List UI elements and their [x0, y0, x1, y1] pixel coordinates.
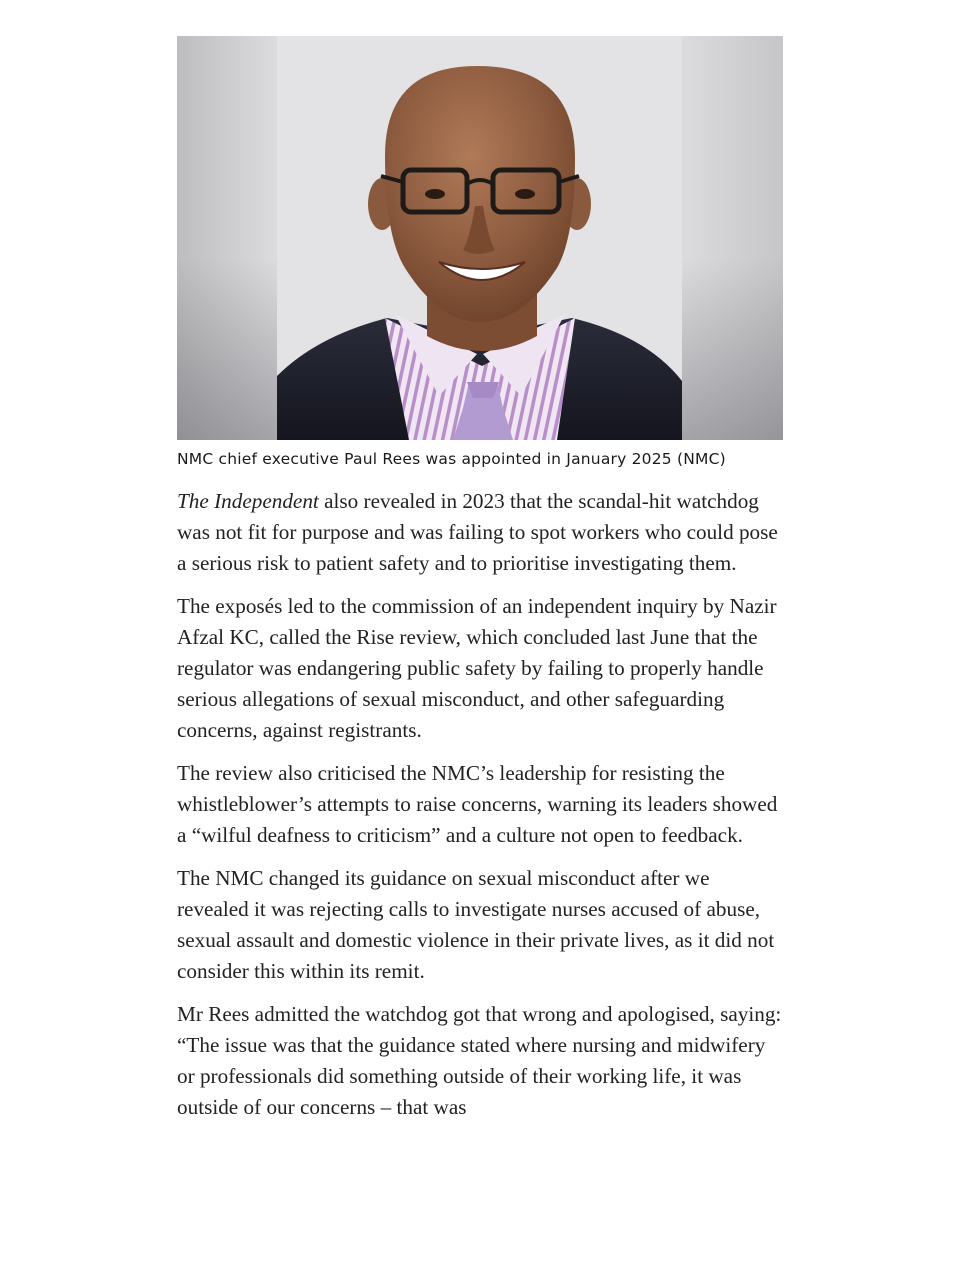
paragraph-5: Mr Rees admitted the watchdog got that wrong and apologised, saying: “The issue was that the guidance stated where nursing and midwifery or professionals did something outside of their working life, it was outside of our concerns – that was [177, 1002, 782, 1119]
article-body [177, 486, 783, 1123]
article [177, 36, 783, 1135]
paragraph-2: The exposés led to the commission of an independent inquiry by Nazir Afzal KC, called the Rise review, which concluded last June that the regulator was endangering public safety by failing to properly handle serious allegations of sexual misconduct, and other safeguarding concerns, against registrants. [177, 594, 777, 742]
paragraph-3: The review also criticised the NMC’s leadership for resisting the whistleblower’s attempts to raise concerns, warning its leaders showed a “wilful deafness to criticism” and a culture not open to feedback. [177, 761, 778, 847]
publication-name: The Independent [177, 489, 319, 513]
image-caption: NMC chief executive Paul Rees was appointed in January 2025 (NMC) [177, 450, 726, 468]
portrait-illustration [177, 36, 783, 440]
portrait-photo [177, 36, 783, 440]
paragraph-text: also revealed in 2023 that the scandal-hit watchdog was not fit for purpose and was failing to spot workers who could pose a serious risk to patient safety and to prioritise investigating them. [177, 489, 778, 575]
paragraph-4: The NMC changed its guidance on sexual misconduct after we revealed it was rejecting calls to investigate nurses accused of abuse, sexual assault and domestic violence in their private lives, as it did not consider this within its remit. [177, 866, 775, 983]
paragraph-1 [177, 486, 783, 579]
